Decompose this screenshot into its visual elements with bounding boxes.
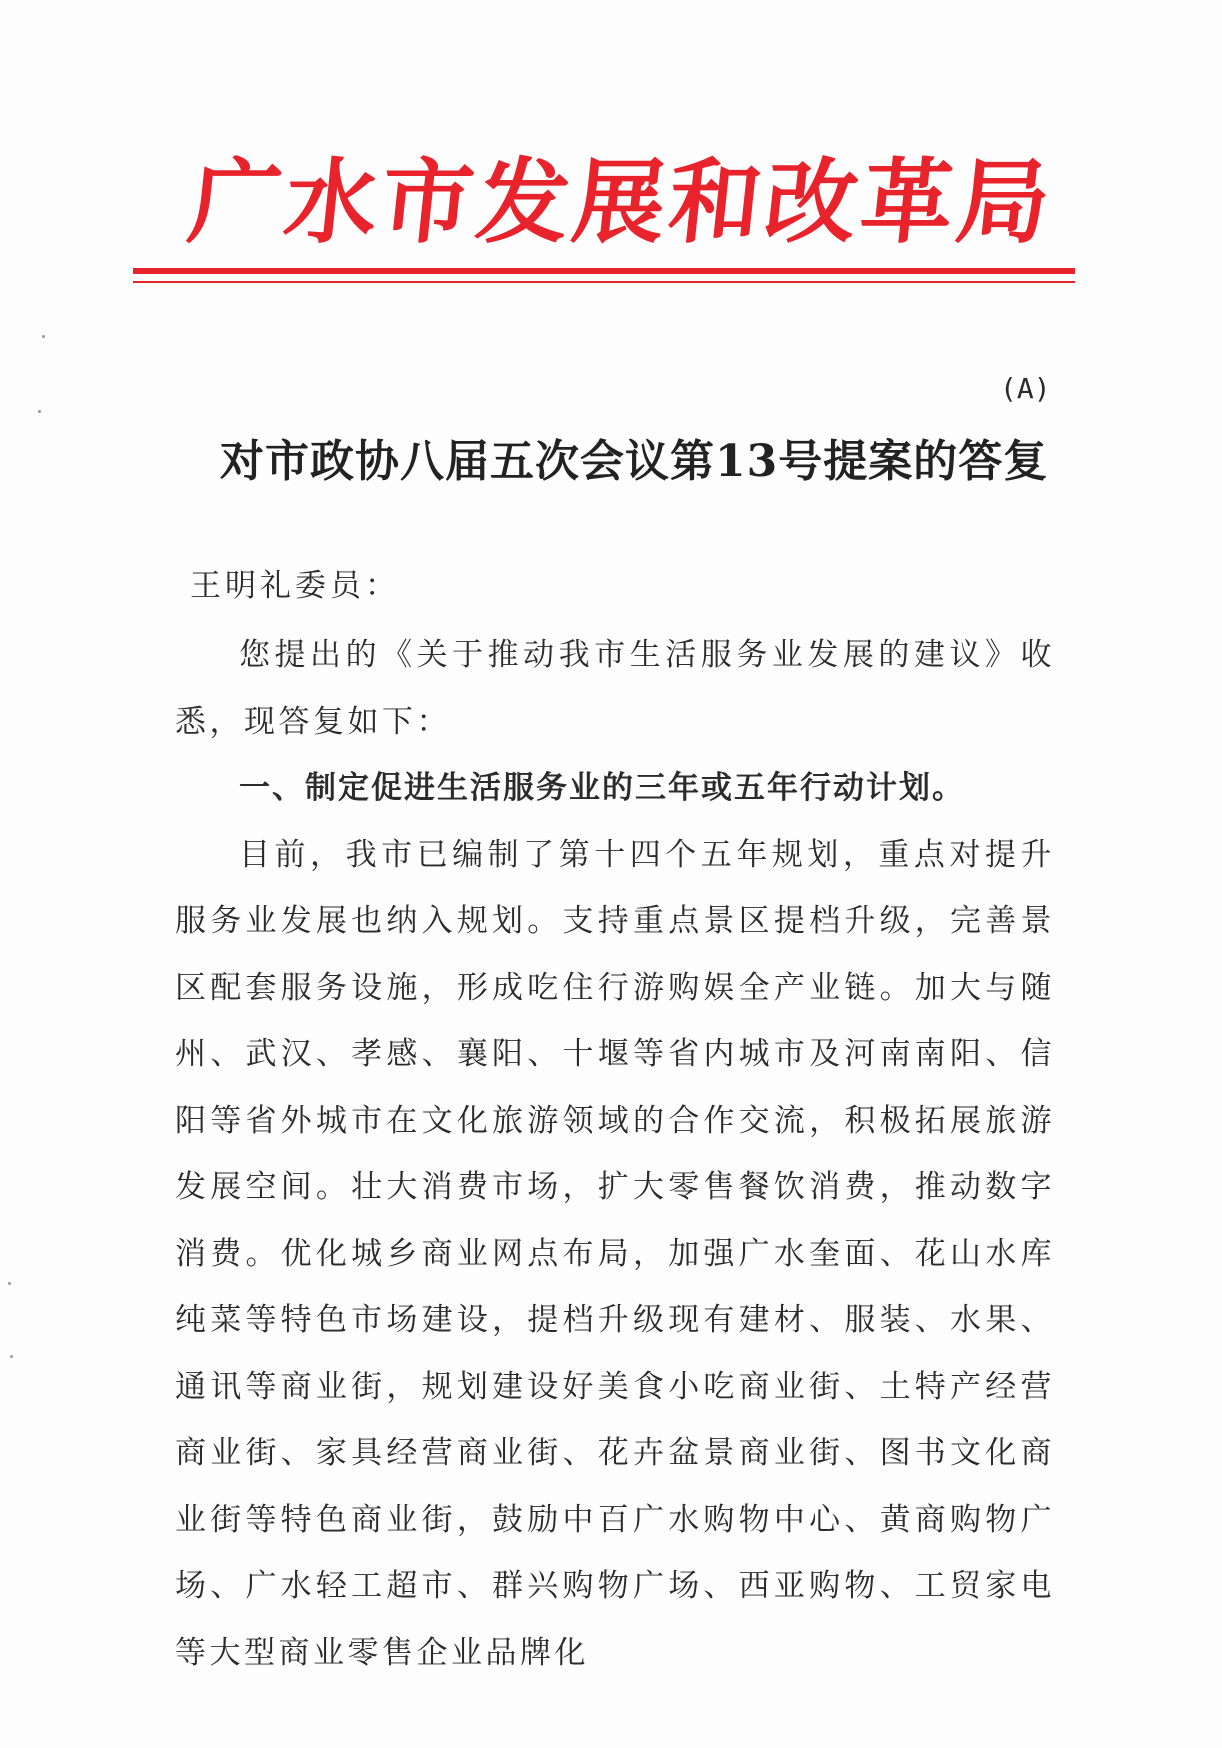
scan-speck xyxy=(8,1282,11,1285)
letterhead-char: 广 xyxy=(183,149,287,256)
document-code: (A) xyxy=(1000,372,1051,405)
letterhead-char: 局 xyxy=(951,149,1055,256)
letterhead-char: 市 xyxy=(375,149,479,256)
intro-paragraph: 您提出的《关于推动我市生活服务业发展的建议》收悉，现答复如下： xyxy=(175,637,1055,740)
document-title: 对市政协八届五次会议第13号提案的答复 xyxy=(220,436,1049,487)
letterhead-char: 改 xyxy=(759,149,863,256)
letterhead-char: 革 xyxy=(855,149,959,256)
document-body xyxy=(175,622,1055,1686)
letterhead-divider-thin xyxy=(133,281,1075,283)
letterhead-char: 水 xyxy=(279,149,383,256)
letterhead-title xyxy=(183,130,1057,260)
letterhead-divider-thick xyxy=(133,268,1075,274)
letterhead-char: 发 xyxy=(471,149,575,256)
scan-speck xyxy=(42,335,45,338)
letterhead-char: 展 xyxy=(567,149,671,256)
salutation: 王明礼委员： xyxy=(190,568,400,604)
scan-speck xyxy=(10,1355,13,1358)
section-heading: 一、制定促进生活服务业的三年或五年行动计划。 xyxy=(239,770,965,806)
scan-speck xyxy=(38,410,41,413)
section-paragraph: 目前，我市已编制了第十四个五年规划，重点对提升服务业发展也纳入规划。支持重点景区提档升级，完善景区配套服务设施，形成吃住行游购娱全产业链。加大与随州、武汉、孝感、襄阳、十堰等省内城市及河南南阳、信阳等省外城市在文化旅游领域的合作交流，积极拓展旅游发展空间。壮大消费市场，扩大零售餐饮消费，推动数字消费。优化城乡商业网点布局，加强广水奎面、花山水库纯菜等特色市场建设，提档升级现有建材、服装、水果、通讯等商业街，规划建设好美食小吃商业街、土特产经营商业街、家具经营商业街、花卉盆景商业街、图书文化商业街等特色商业街，鼓励中百广水购物中心、黄商购物广场、广水轻工超市、群兴购物广场、西亚购物、工贸家电等大型商业零售企业品牌化 xyxy=(175,836,1055,1671)
letterhead-char: 和 xyxy=(663,149,767,256)
